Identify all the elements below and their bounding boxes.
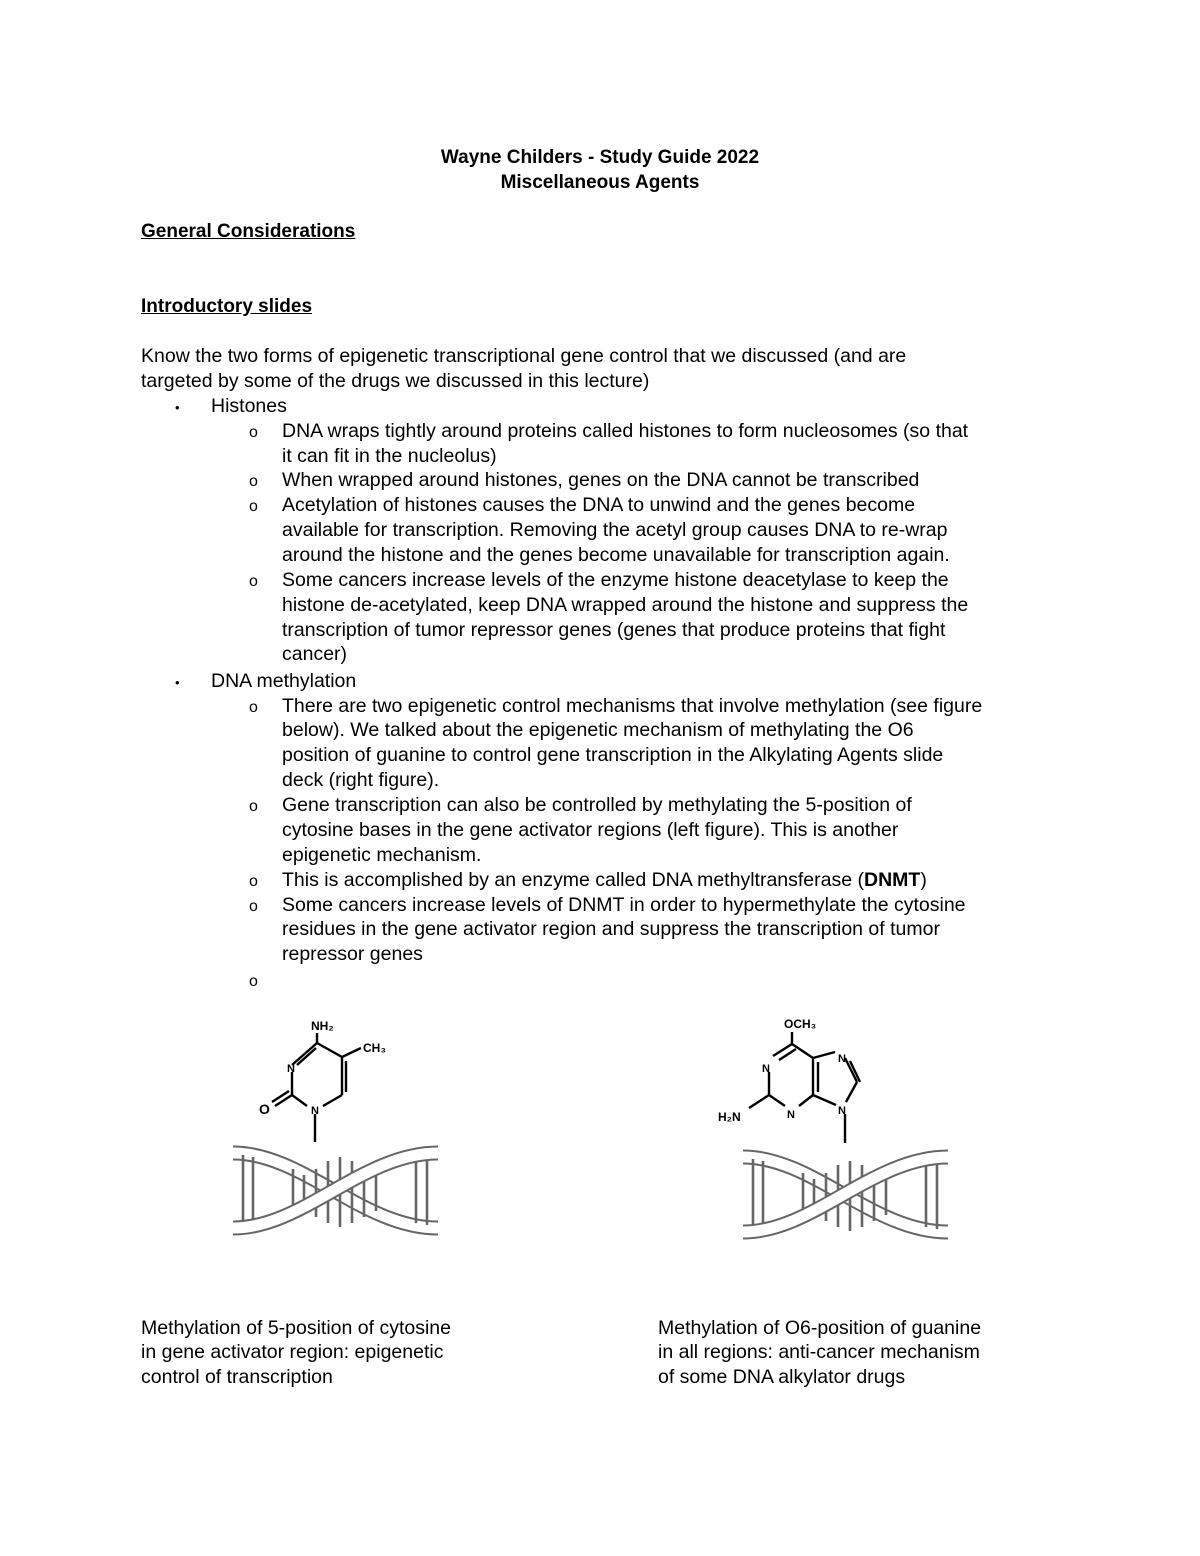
sub-marker: o bbox=[249, 498, 258, 515]
bullet-marker: • bbox=[175, 400, 180, 415]
label-n3: N bbox=[787, 1109, 795, 1121]
dna-helix-icon bbox=[743, 1157, 948, 1232]
methylation-item-1-line-3: position of guanine to control gene transcription in the Alkylating Agents slide bbox=[282, 744, 944, 766]
left-caption-line-1: Methylation of 5-position of cytosine bbox=[141, 1317, 452, 1339]
right-caption-line-1: Methylation of O6-position of guanine bbox=[658, 1317, 982, 1339]
histones-item-4-line-3: transcription of tumor repressor genes (genes that produce proteins that fight bbox=[282, 619, 946, 641]
label-n7: N bbox=[838, 1053, 846, 1065]
guanine-ring bbox=[749, 1032, 860, 1143]
label-n1: N bbox=[762, 1063, 770, 1075]
label-o: O bbox=[259, 1101, 270, 1117]
right-caption-line-2: in all regions: anti-cancer mechanism bbox=[658, 1341, 980, 1363]
histones-item-3-line-2: available for transcription. Removing the acetyl group causes DNA to re-wrap bbox=[282, 519, 948, 541]
intro-line-1: Know the two forms of epigenetic transcriptional gene control that we discussed (and are bbox=[141, 345, 907, 367]
label-n9: N bbox=[838, 1105, 846, 1117]
methylation-item-3-line-3: repressor genes bbox=[282, 943, 423, 965]
intro-line-2: targeted by some of the drugs we discussed in this lecture) bbox=[141, 370, 650, 392]
methylation-item-1-line-1: There are two epigenetic control mechanisms that involve methylation (see figure bbox=[282, 695, 983, 717]
label-ch3: CH₃ bbox=[363, 1041, 386, 1055]
methylation-item-2-line-2: cytosine bases in the gene activator regions (left figure). This is another bbox=[282, 819, 899, 841]
document-subtitle: Miscellaneous Agents bbox=[500, 172, 700, 193]
methylation-item-2-line-3: epigenetic mechanism. bbox=[282, 844, 482, 866]
methylcytosine-dna-figure bbox=[225, 1010, 455, 1240]
sub-marker: o bbox=[249, 699, 258, 716]
histones-item-4-line-4: cancer) bbox=[282, 643, 348, 665]
methylation-item-dnmt bbox=[282, 868, 927, 893]
left-caption-line-3: control of transcription bbox=[141, 1366, 333, 1388]
sub-marker: o bbox=[249, 473, 258, 490]
histones-item-1-line-1: DNA wraps tightly around proteins called histones to form nucleosomes (so that bbox=[282, 420, 969, 442]
bullet-marker: • bbox=[175, 675, 180, 690]
histones-item-2-line-1: When wrapped around histones, genes on the DNA cannot be transcribed bbox=[282, 469, 920, 491]
sub-marker: o bbox=[249, 573, 258, 590]
sub-marker-empty: o bbox=[249, 973, 258, 990]
label-och3: OCH₃ bbox=[784, 1017, 817, 1031]
document-title: Wayne Childers - Study Guide 2022 bbox=[440, 147, 760, 168]
methylation-item-3-line-1: Some cancers increase levels of DNMT in order to hypermethylate the cytosine bbox=[282, 894, 966, 916]
histones-item-1-line-2: it can fit in the nucleolus) bbox=[282, 445, 497, 467]
sub-marker: o bbox=[249, 424, 258, 441]
dnmt-prefix: This is accomplished by an enzyme called DNA methyltransferase ( bbox=[282, 869, 864, 891]
bullet-dna-methylation: DNA methylation bbox=[211, 670, 357, 692]
sub-marker: o bbox=[249, 873, 258, 890]
right-caption-line-3: of some DNA alkylator drugs bbox=[658, 1366, 906, 1388]
bullet-histones: Histones bbox=[211, 395, 287, 417]
label-n3: N bbox=[287, 1063, 295, 1075]
heading-general-considerations: General Considerations bbox=[141, 221, 356, 242]
histones-item-4-line-1: Some cancers increase levels of the enzyme histone deacetylase to keep the bbox=[282, 569, 949, 591]
label-nh2: NH₂ bbox=[311, 1019, 334, 1033]
heading-introductory-slides: Introductory slides bbox=[141, 296, 313, 317]
label-n1: N bbox=[311, 1105, 319, 1117]
dna-helix-icon bbox=[233, 1153, 438, 1228]
histones-item-4-line-2: histone de-acetylated, keep DNA wrapped around the histone and suppress the bbox=[282, 594, 969, 616]
histones-item-3-line-1: Acetylation of histones causes the DNA to unwind and the genes become bbox=[282, 494, 916, 516]
dnmt-suffix: ) bbox=[920, 869, 927, 891]
methylation-item-2-line-1: Gene transcription can also be controlled by methylating the 5-position of bbox=[282, 794, 912, 816]
dnmt-bold: DNMT bbox=[864, 869, 921, 891]
label-h2n: H₂N bbox=[718, 1110, 741, 1124]
left-caption-line-2: in gene activator region: epigenetic bbox=[141, 1341, 444, 1363]
methylation-item-1-line-2: below). We talked about the epigenetic mechanism of methylating the O6 bbox=[282, 719, 914, 741]
histones-item-3-line-3: around the histone and the genes become unavailable for transcription again. bbox=[282, 544, 950, 566]
methylation-item-1-line-4: deck (right figure). bbox=[282, 769, 440, 791]
o6-methylguanine-dna-figure bbox=[705, 1010, 965, 1245]
cytosine-ring bbox=[272, 1033, 361, 1142]
sub-marker: o bbox=[249, 798, 258, 815]
methylation-item-3-line-2: residues in the gene activator region and suppress the transcription of tumor bbox=[282, 918, 940, 940]
sub-marker: o bbox=[249, 898, 258, 915]
